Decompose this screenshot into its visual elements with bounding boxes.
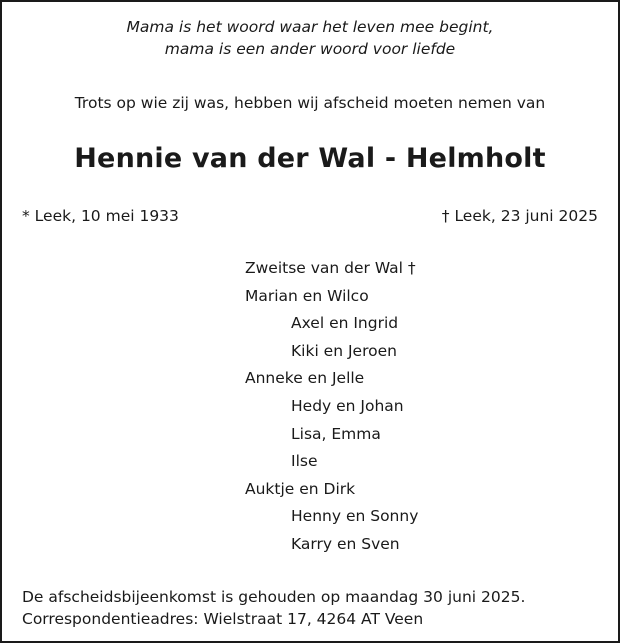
poem-line: mama is een ander woord voor liefde	[164, 40, 456, 58]
poem	[2, 16, 618, 60]
family-member: Anneke en Jelle	[245, 369, 365, 388]
intro-text: Trots op wie zij was, hebben wij afscheid moeten nemen van	[74, 94, 546, 112]
ceremony-note: De afscheidsbijeenkomst is gehouden op maandag 30 juni 2025.	[22, 588, 526, 606]
family-member: Karry en Sven	[291, 534, 400, 553]
family-member: Zweitse van der Wal †	[245, 259, 416, 277]
family-member: Ilse	[291, 452, 318, 471]
correspondence-address: Correspondentieadres: Wielstraat 17, 4264 AT Veen	[22, 610, 424, 628]
family-member: Axel en Ingrid	[291, 314, 399, 333]
deceased-name: Hennie van der Wal - Helmholt	[74, 143, 546, 174]
death-info: † Leek, 23 juni 2025	[441, 207, 598, 225]
family-member: Auktje en Dirk	[245, 479, 356, 498]
family-member: Marian en Wilco	[245, 286, 369, 305]
family-list	[245, 257, 418, 561]
family-member: Kiki en Jeroen	[291, 341, 397, 360]
footer	[22, 586, 525, 630]
family-member: Lisa, Emma	[291, 424, 381, 443]
family-member: Hedy en Johan	[291, 396, 404, 415]
birth-info: * Leek, 10 mei 1933	[22, 207, 179, 225]
poem-line: Mama is het woord waar het leven mee begint,	[126, 18, 494, 36]
family-member: Henny en Sonny	[291, 507, 419, 526]
